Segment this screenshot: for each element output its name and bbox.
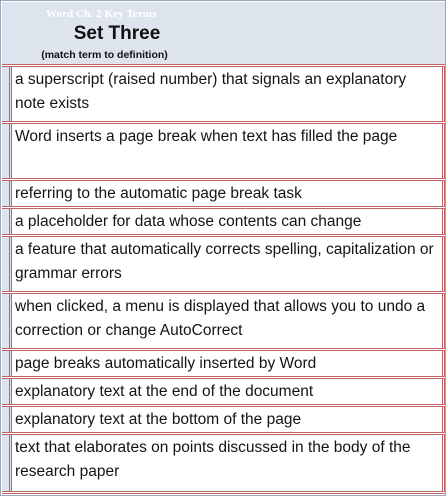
definition-text: page breaks automatically inserted by Word — [15, 355, 317, 372]
term-cell — [2, 407, 12, 432]
row-right-border — [442, 379, 445, 404]
page-subtitle: (match term to definition) — [41, 49, 168, 61]
term-cell — [2, 67, 12, 121]
definition-row-2 — [2, 121, 445, 178]
row-right-border — [442, 294, 445, 348]
definition-row-3 — [2, 178, 445, 206]
term-cell — [2, 379, 12, 404]
definition-row-8 — [2, 376, 445, 404]
definition-text: when clicked, a menu is displayed that allows you to undo a correction or change AutoCorrect — [15, 298, 426, 339]
term-cell — [2, 181, 12, 206]
term-cell — [2, 294, 12, 348]
definition-text: explanatory text at the bottom of the page — [15, 411, 302, 428]
row-right-border — [442, 351, 445, 376]
row-right-border — [442, 435, 445, 491]
page-title: Set Three — [73, 23, 161, 44]
definition-row-6 — [2, 291, 445, 348]
row-right-border — [442, 209, 445, 234]
definition-text: a feature that automatically corrects spelling, capitalization or grammar errors — [15, 241, 434, 282]
definition-row-10 — [2, 432, 445, 494]
definition-text: text that elaborates on points discussed in the body of the research paper — [15, 439, 411, 480]
definition-text: Word inserts a page break when text has filled the page — [15, 128, 398, 145]
term-cell — [2, 124, 12, 178]
definition-row-7 — [2, 348, 445, 376]
definition-text: a superscript (raised number) that signals an explanatory note exists — [15, 71, 407, 112]
definition-text: a placeholder for data whose contents can change — [15, 213, 362, 230]
definition-row-1 — [2, 64, 445, 121]
header-kicker: Word Ch. 2 Key Terms — [46, 8, 157, 20]
definition-row-9 — [2, 404, 445, 432]
definition-row-5 — [2, 234, 445, 291]
term-cell — [2, 351, 12, 376]
definition-text: explanatory text at the end of the document — [15, 383, 314, 400]
definition-text: referring to the automatic page break task — [15, 185, 302, 202]
row-right-border — [442, 181, 445, 206]
definition-row-4 — [2, 206, 445, 234]
row-right-border — [442, 67, 445, 121]
term-cell — [2, 209, 12, 234]
row-right-border — [442, 237, 445, 291]
row-right-border — [442, 124, 445, 178]
row-right-border — [442, 407, 445, 432]
term-cell — [2, 435, 12, 491]
table-header — [2, 2, 445, 64]
term-cell — [2, 237, 12, 291]
